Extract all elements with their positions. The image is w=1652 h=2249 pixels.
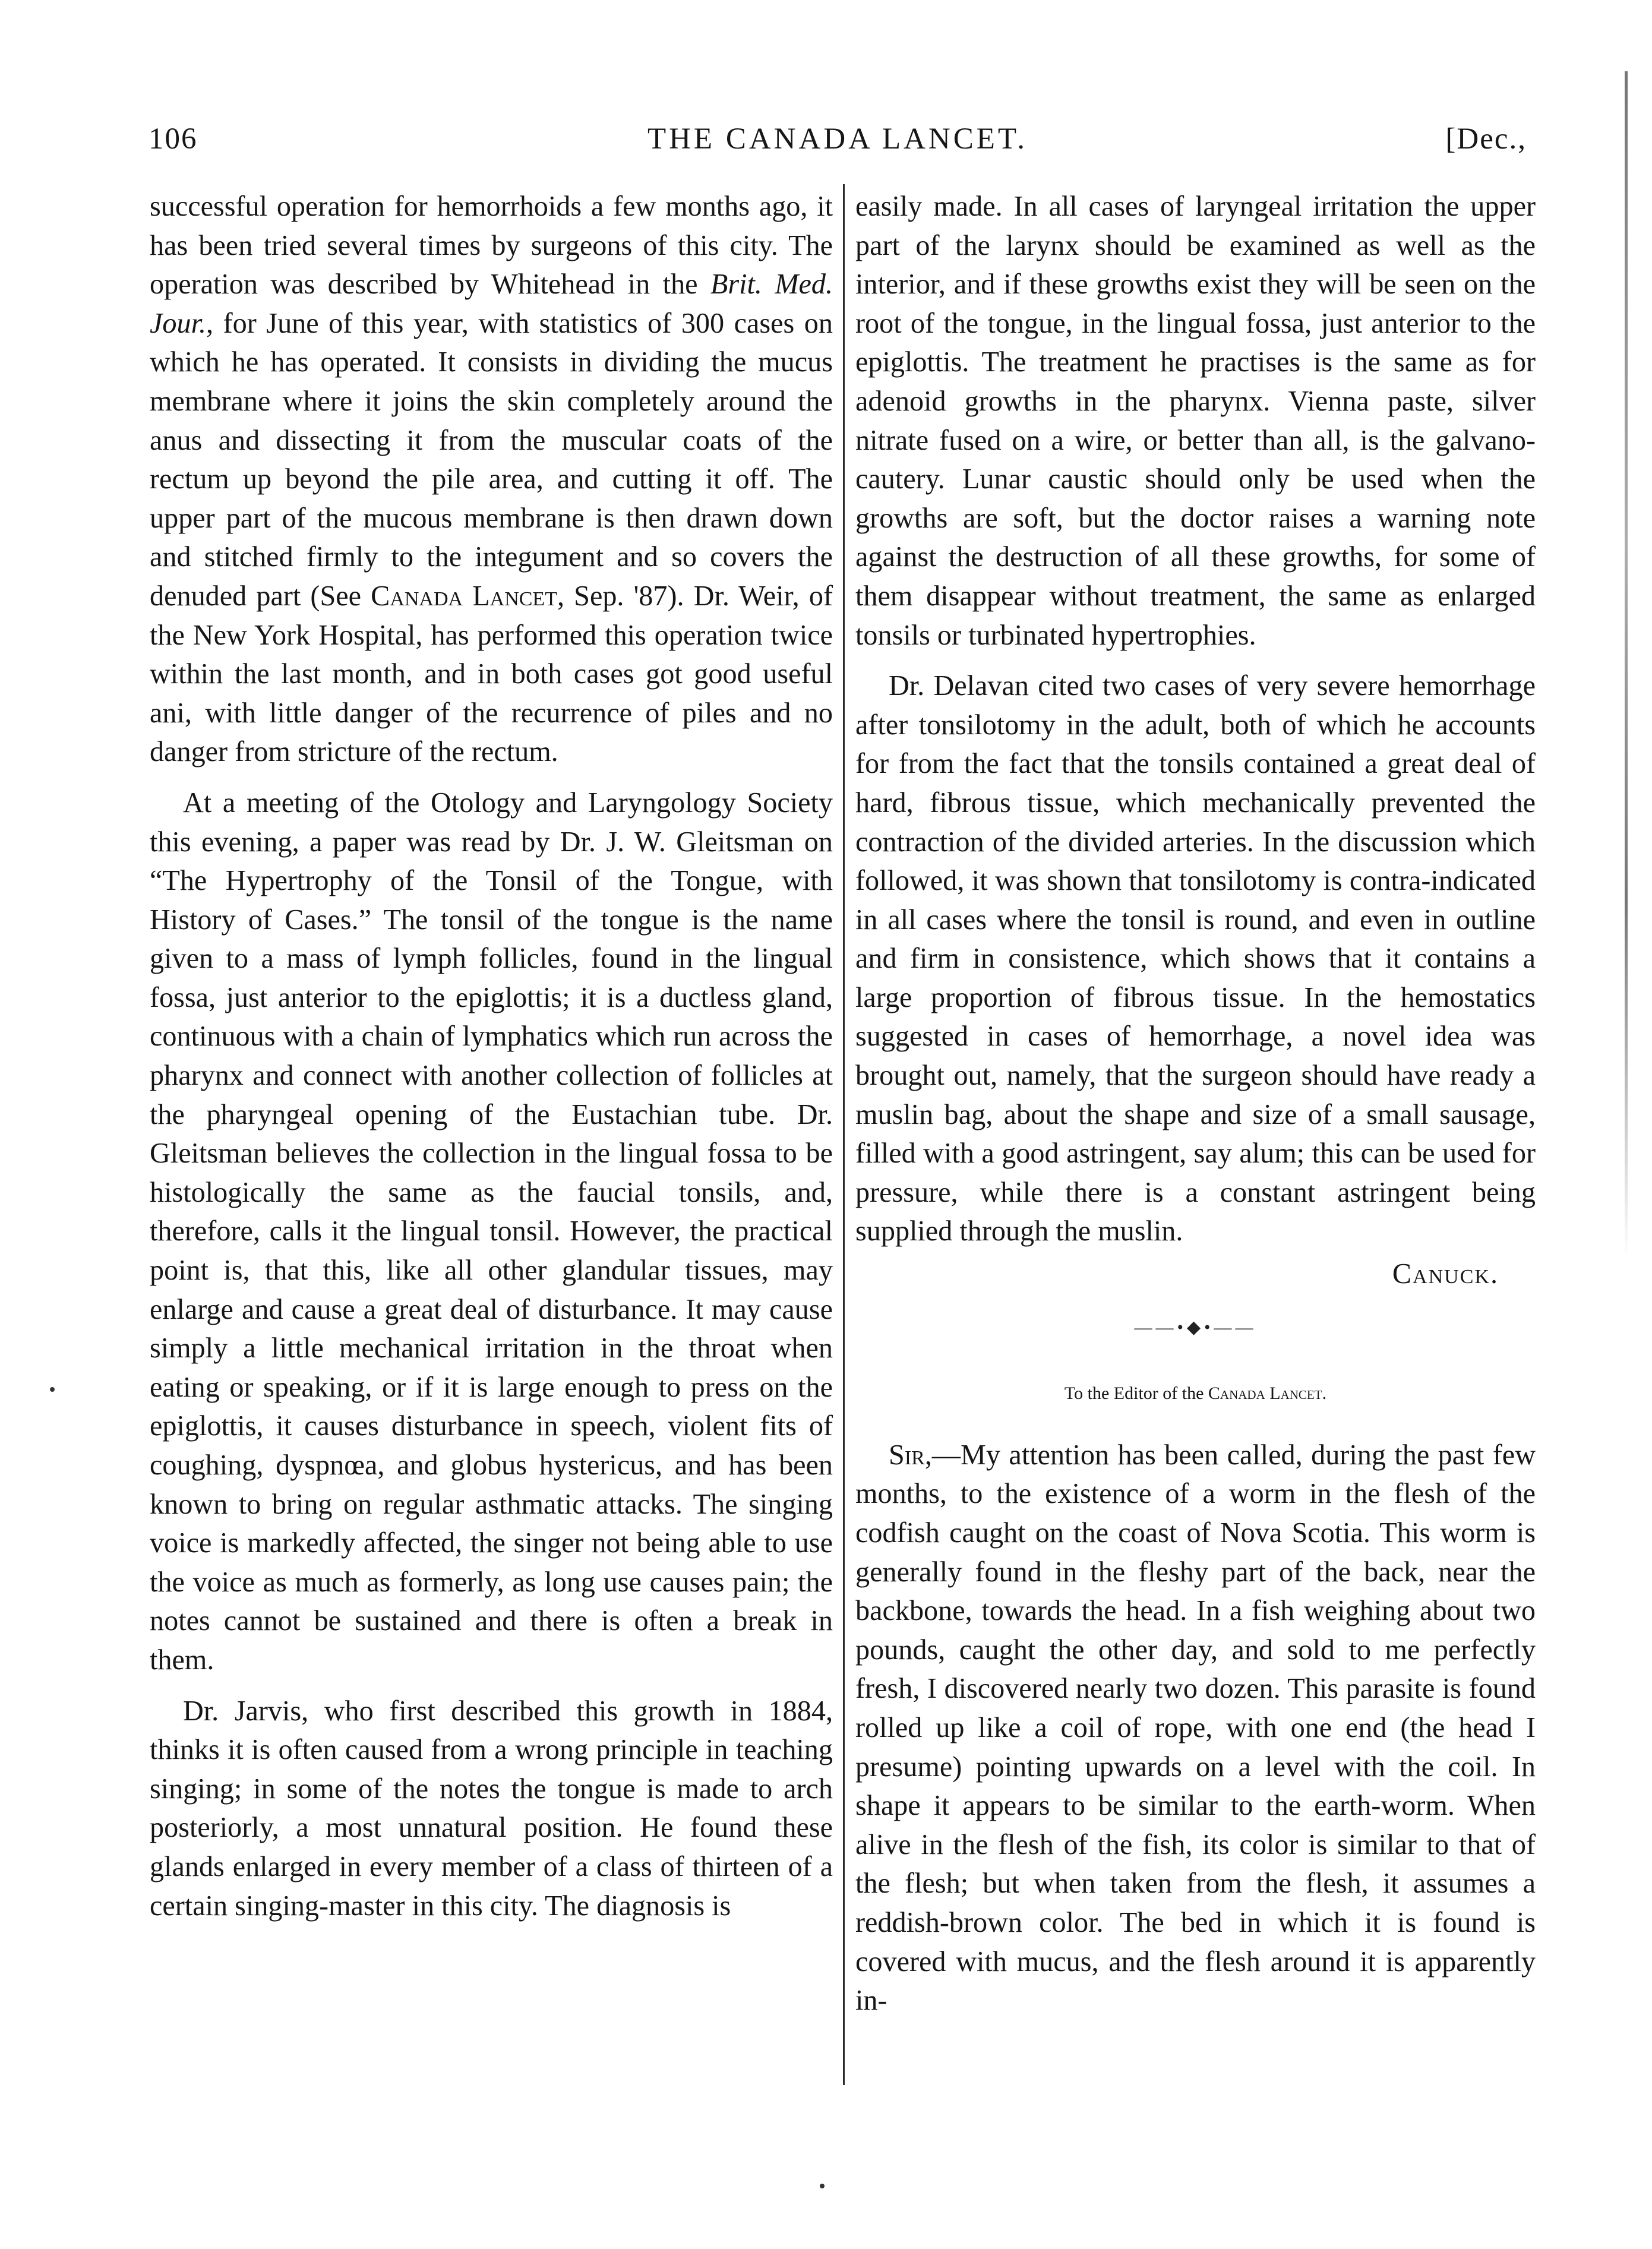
section-ornament: ——•◆•—— bbox=[1134, 1317, 1257, 1337]
right-column bbox=[855, 187, 1536, 2020]
scan-speck bbox=[820, 2184, 825, 2188]
paragraph-whitehead-operation: successful operation for hemorrhoids a few months ago, it has been tried several times by surgeons of this city. The operation was described by Whitehead in the Brit. Med. Jour., for June of this year, with statistics of 300 cases on which he has operated. It consists in dividing the mucus membrane where it joins the skin completely around the anus and dissecting it from the muscular coats of the rectum up beyond the pile area, and cutting it off. The upper part of the mucous membrane is then drawn down and stitched firmly to the integument and so covers the denuded part (See Canada Lancet, Sep. '87). Dr. Weir, of the New York Hospital, has performed this operation twice within the last month, and in both cases got good useful ani, with little danger of the recurrence of piles and no danger from stricture of the rectum. bbox=[150, 191, 833, 768]
scan-speck bbox=[50, 1387, 55, 1392]
paragraph-gleitsman-paper: At a meeting of the Otology and Laryngology Society this evening, a paper was read by Dr. J. W. Gleitsman on “The Hypertrophy of the Tonsil of the Tongue, with History of Cases.” The tonsil of the tongue is the name given to a mass of lymph follicles, found in the lingual fossa, just anterior to the epiglottis; it is a ductless gland, continuous with a chain of lymphatics which run across the pharynx and connect with another collection of follicles at the pharyngeal opening of the Eustachian tube. Dr. Gleitsman believes the collection in the lingual fossa to be histologically the same as the faucial tonsils, and, therefore, calls it the lingual tonsil. However, the practical point is, that this, like all other glandular tissues, may enlarge and cause a great deal of disturbance. It may cause simply a little mechanical irritation in the throat when eating or speaking, or if it is large enough to press on the epiglottis, it causes disturbance in speech, violent fits of coughing, dyspnœa, and globus hystericus, and has been known to bring on regular asthmatic attacks. The singing voice is markedly affected, the singer not being able to use the voice as much as formerly, as long use causes pain; the notes cannot be sustained and there is often a break in them. bbox=[150, 786, 833, 1676]
scan-edge-mark bbox=[1625, 71, 1628, 1259]
page-number: 106 bbox=[149, 122, 198, 156]
date-mark: [Dec., bbox=[1445, 122, 1527, 156]
signature: Canuck. bbox=[1392, 1258, 1499, 1290]
running-header bbox=[149, 122, 1527, 169]
letter-heading: To the Editor of the Canada Lancet. bbox=[1064, 1383, 1327, 1404]
paragraph-delavan: Dr. Delavan cited two cases of very severe hemorrhage after tonsilotomy in the adult, both of which he accounts for from the fact that the tonsils contained a great deal of hard, fibrous tissue, which mechanically prevented the contraction of the divided arteries. In the discussion which followed, it was shown that tonsilotomy is contra-indicated in all cases where the tonsil is round, and even in outline and firm in consistence, which shows that it contains a large proportion of fibrous tissue. In the hemostatics suggested in cases of hemorrhage, a novel idea was brought out, namely, that the surgeon should have ready a muslin bag, about the shape and size of a small sausage, filled with a good astringent, say alum; this can be used for pressure, while there is a constant astringent being supplied through the muslin. bbox=[855, 670, 1536, 1247]
journal-title: THE CANADA LANCET. bbox=[647, 122, 1028, 156]
column-divider bbox=[843, 184, 845, 2085]
journal-citation: Brit. Med. Jour. bbox=[150, 269, 833, 339]
lancet-reference: Canada Lancet bbox=[371, 580, 557, 612]
paragraph-codfish-worm: Sir,—My attention has been called, during the past few months, to the existence of a worm in the flesh of the codfish caught on the coast of Nova Scotia. This worm is generally found in the fleshy part of the back, near the backbone, towards the head. In a fish weighing about two pounds, caught the other day, and sold to me perfectly fresh, I discovered nearly two dozen. This parasite is found rolled up like a coil of rope, with one end (the head I presume) pointing upwards on a level with the coil. In shape it appears to be similar to the earth-worm. When alive in the flesh of the fish, its color is similar to that of the flesh; but when taken from the flesh, it assumes a reddish-brown color. The bed in which it is found is covered with mucus, and the flesh around it is apparently in- bbox=[855, 1439, 1536, 2017]
paragraph-diagnosis-treatment: easily made. In all cases of laryngeal irritation the upper part of the larynx should be examined as well as the interior, and if these growths exist they will be seen on the root of the tongue, in the lingual fossa, just anterior to the epiglottis. The treatment he practises is the same as for adenoid growths in the pharynx. Vienna paste, silver nitrate fused on a wire, or better than all, is the galvano-cautery. Lunar caustic should only be used when the growths are soft, but the doctor raises a warning note against the destruction of all these growths, for some of them disappear without treatment, the same as enlarged tonsils or turbinated hypertrophies. bbox=[855, 191, 1536, 651]
paragraph-jarvis: Dr. Jarvis, who first described this growth in 1884, thinks it is often caused from a wrong principle in teaching singing; in some of the notes the tongue is made to arch posteriorly, a most unnatural position. He found these glands enlarged in every member of a class of thirteen of a certain singing-master in this city. The diagnosis is bbox=[150, 1695, 833, 1922]
left-column bbox=[150, 187, 833, 1925]
